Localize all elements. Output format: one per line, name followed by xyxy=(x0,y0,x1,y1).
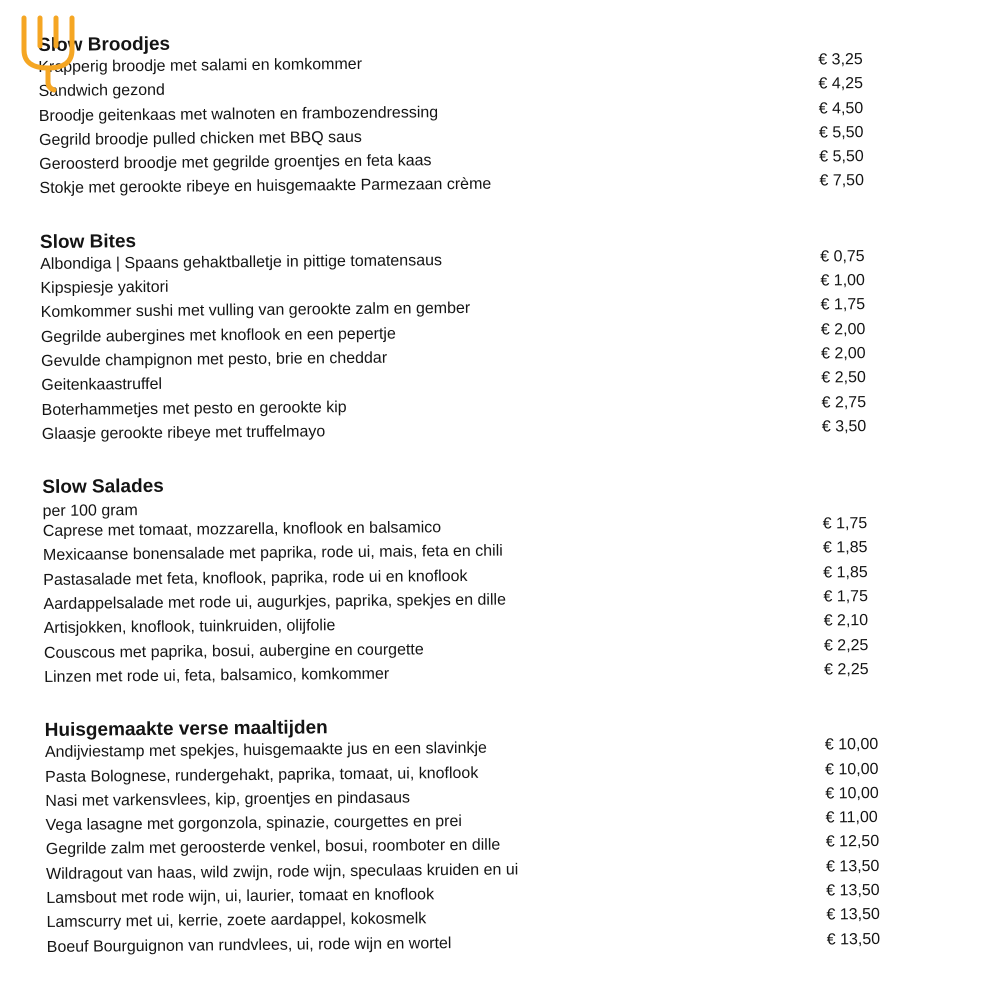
item-name: Pasta Bolognese, rundergehakt, paprika, tomaat, ui, knoflook xyxy=(45,764,479,786)
item-price: € 2,25 xyxy=(823,636,869,655)
item-name: Gegrilde zalm met geroosterde venkel, bosui, roomboter en dille xyxy=(45,837,501,859)
item-price: € 1,85 xyxy=(822,539,868,557)
item-name: Krapperig broodje met salami en komkommer xyxy=(38,55,363,76)
item-price: € 2,75 xyxy=(821,393,867,412)
item-name: Aardappelsalade met rode ui, augurkjes, paprika, spekjes en dille xyxy=(43,591,507,614)
fork-logo-icon xyxy=(14,10,82,94)
item-name: Glaasje gerookte ribeye met truffelmayo xyxy=(41,423,326,443)
item-name: Andijviestamp met spekjes, huisgemaakte jus en een slavinkje xyxy=(44,739,487,762)
item-price: € 12,50 xyxy=(825,833,880,851)
item-name: Caprese met tomaat, mozzarella, knoflook en balsamico xyxy=(42,519,442,541)
item-price: € 3,50 xyxy=(821,417,867,436)
item-price: € 1,85 xyxy=(823,563,868,582)
item-name: Geroosterd broodje met gegrilde groentjes en feta kaas xyxy=(39,152,432,174)
item-name: Albondiga | Spaans gehaktballetje in pittige tomatensaus xyxy=(40,251,443,273)
section-title: Slow Bites xyxy=(39,230,137,253)
item-name: Broodje geitenkaas met walnoten en frambozendressing xyxy=(38,103,439,125)
item-name: Couscous met paprika, bosui, aubergine en courgette xyxy=(43,640,424,662)
item-name: Boeuf Bourguignon van rundvlees, ui, rode wijn en wortel xyxy=(46,934,452,956)
item-price: € 10,00 xyxy=(825,760,879,779)
item-price: € 13,50 xyxy=(826,906,880,924)
item-name: Gegrild broodje pulled chicken met BBQ saus xyxy=(38,128,362,149)
item-price: € 2,10 xyxy=(823,612,869,630)
item-name: Vega lasagne met gorgonzola, spinazie, courgettes en prei xyxy=(45,813,462,835)
section-slow-bites xyxy=(40,222,942,450)
item-price: € 1,75 xyxy=(823,588,869,606)
item-name: Stokje met gerookte ribeye en huisgemaakte Parmezaan crème xyxy=(39,176,492,198)
section-slow-salades xyxy=(42,467,944,693)
section-title: Slow Salades xyxy=(42,475,164,499)
item-price: € 5,50 xyxy=(819,148,864,166)
item-price: € 5,50 xyxy=(818,123,864,142)
section-title: Slow Broodjes xyxy=(38,33,171,56)
item-price: € 10,00 xyxy=(824,736,879,754)
item-price: € 4,50 xyxy=(818,99,864,118)
item-name: Artisjokken, knoflook, tuinkruiden, olijfolie xyxy=(43,617,336,638)
section-slow-broodjes xyxy=(38,25,940,204)
item-name: Mexicaanse bonensalade met paprika, rode ui, mais, feta en chili xyxy=(42,543,503,565)
item-price: € 11,00 xyxy=(825,809,878,827)
menu-page xyxy=(38,25,947,989)
item-name: Nasi met varkensvlees, kip, groentjes en pindasaus xyxy=(45,789,411,810)
section-huisgemaakte-maaltijden xyxy=(45,711,947,963)
section-title: Huisgemaakte verse maaltijden xyxy=(44,717,328,742)
item-name: Geitenkaastruffel xyxy=(41,376,163,395)
item-name: Gegrilde aubergines met knoflook en een pepertje xyxy=(40,325,396,346)
item-price: € 4,25 xyxy=(818,75,864,93)
section-note: per 100 gram xyxy=(42,502,138,521)
item-price: € 1,75 xyxy=(820,296,866,314)
item-price: € 13,50 xyxy=(826,930,881,949)
item-price: € 2,50 xyxy=(821,369,866,387)
item-price: € 3,25 xyxy=(818,51,863,69)
item-price: € 2,00 xyxy=(820,320,866,339)
item-price: € 7,50 xyxy=(819,172,865,190)
item-price: € 13,50 xyxy=(825,857,880,876)
item-name: Gevulde champignon met pesto, brie en cheddar xyxy=(41,349,388,370)
item-price: € 2,25 xyxy=(824,660,869,679)
item-price: € 10,00 xyxy=(825,784,879,803)
item-price: € 2,00 xyxy=(821,345,866,363)
item-price: € 0,75 xyxy=(820,247,865,266)
item-name: Komkommer sushi met vulling van gerookte zalm en gember xyxy=(40,300,471,322)
item-name: Lamscurry met ui, kerrie, zoete aardappel, kokosmelk xyxy=(46,910,427,932)
item-name: Lamsbout met rode wijn, ui, laurier, tomaat en knoflook xyxy=(46,886,435,907)
item-name: Sandwich gezond xyxy=(38,82,165,101)
item-name: Linzen met rode ui, feta, balsamico, komkommer xyxy=(44,665,390,686)
item-price: € 13,50 xyxy=(826,881,880,900)
item-name: Wildragout van haas, wild zwijn, rode wijn, speculaas kruiden en ui xyxy=(45,861,519,883)
item-name: Pastasalade met feta, knoflook, paprika, rode ui en knoflook xyxy=(43,567,468,589)
item-price: € 1,00 xyxy=(820,272,865,290)
item-name: Kipspiesje yakitori xyxy=(40,278,169,298)
item-price: € 1,75 xyxy=(822,515,868,533)
item-name: Boterhammetjes met pesto en gerookte kip xyxy=(41,398,347,419)
